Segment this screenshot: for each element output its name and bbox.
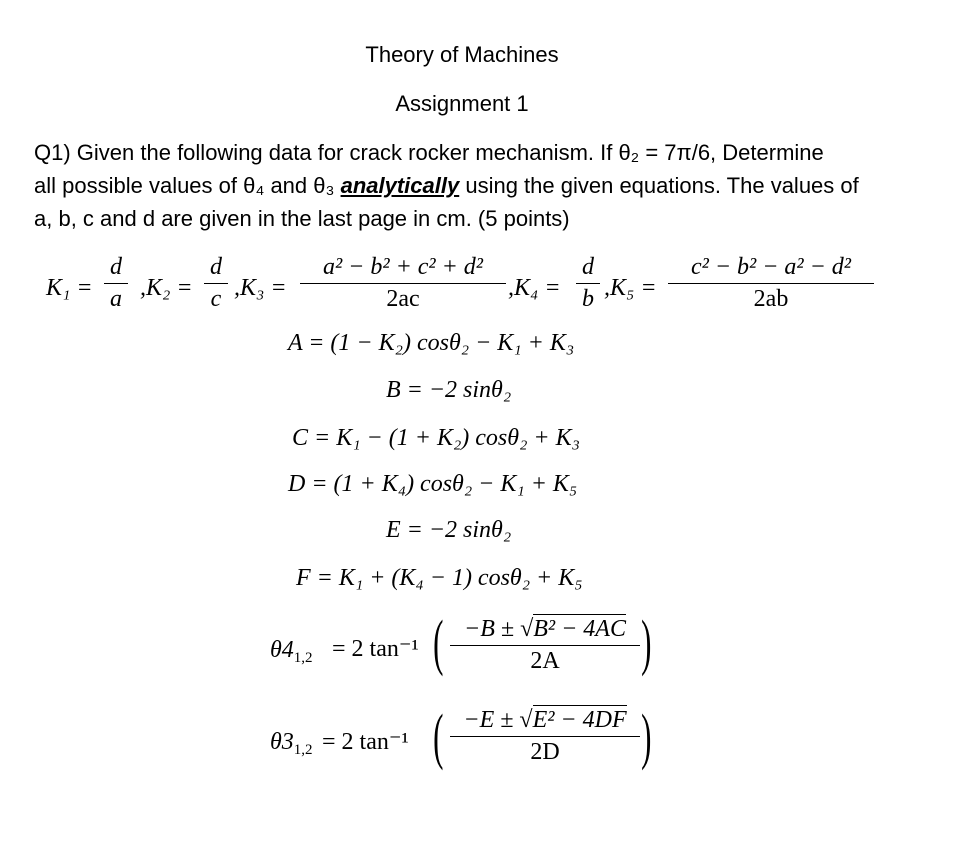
- fraction-bar: [300, 283, 506, 284]
- k4-lhs: ,K₄ =: [508, 275, 561, 301]
- equation-e: E = −2 sinθ₂: [386, 517, 512, 543]
- k1-fraction: [104, 254, 128, 313]
- assignment-subtitle: Assignment 1: [395, 91, 529, 116]
- equation-d: D = (1 + K₄) cosθ₂ − K₁ + K₅: [288, 471, 578, 497]
- fraction-bar: [450, 645, 640, 646]
- equation-c: C = K₁ − (1 + K₂) cosθ₂ + K₃: [292, 425, 580, 451]
- fraction-bar: [668, 283, 874, 284]
- fraction-bar: [576, 283, 600, 284]
- k2-lhs: ,K₂ =: [140, 275, 193, 301]
- equation-b: B = −2 sinθ₂: [386, 377, 512, 403]
- theta4-lhs: $\theta 4_{1,2}$: [270, 637, 313, 666]
- radicand: B² − 4AC: [533, 616, 626, 642]
- question-line-2-post: using the given equations. The values of: [459, 173, 859, 198]
- k2-denominator: c: [210, 286, 222, 312]
- fraction-bar: [204, 283, 228, 284]
- question-line-1: Q1) Given the following data for crack rocker mechanism. If θ₂ = 7π/6, Determine: [34, 140, 824, 165]
- question-line-2: [34, 169, 859, 202]
- k1-lhs: K₁ =: [46, 275, 93, 301]
- k3-denominator: 2ac: [386, 286, 420, 312]
- right-paren: ): [641, 703, 652, 771]
- k1-denominator: a: [110, 286, 122, 312]
- fraction-bar: [104, 283, 128, 284]
- k5-fraction: [668, 254, 874, 313]
- k3-lhs: ,K₃ =: [234, 275, 287, 301]
- left-paren: (: [433, 703, 444, 771]
- page-title: Theory of Machines: [365, 42, 559, 67]
- k3-numerator: a² − b² + c² + d²: [322, 254, 484, 280]
- k2-fraction: [204, 254, 228, 313]
- k3-fraction: [300, 254, 506, 313]
- k4-numerator: d: [582, 254, 594, 280]
- theta3-denominator: 2D: [530, 739, 560, 765]
- k5-numerator: c² − b² − a² − d²: [690, 254, 852, 280]
- theta4-numerator: −B ± √B² − 4AC: [464, 616, 626, 642]
- k4-denominator: b: [582, 286, 594, 312]
- theta4-tan-inverse: = 2 tan⁻¹: [332, 636, 419, 662]
- equation-f: F = K₁ + (K₄ − 1) cosθ₂ + K₅: [296, 565, 583, 591]
- theta4-denominator: 2A: [530, 648, 560, 674]
- theta3-lhs: $\theta 3_{1,2}$: [270, 729, 313, 758]
- theta3-numerator: −E ± √E² − 4DF: [463, 707, 627, 733]
- k5-lhs: ,K₅ =: [604, 275, 657, 301]
- k5-denominator: 2ab: [753, 286, 789, 312]
- left-paren: (: [433, 609, 444, 677]
- emphasis-analytically: analytically: [340, 173, 460, 198]
- fraction-bar: [450, 736, 640, 737]
- theta4-fraction: [450, 616, 640, 675]
- k2-numerator: d: [210, 254, 222, 280]
- question-line-2-pre: all possible values of θ₄ and θ₃: [34, 173, 341, 198]
- question-line-3: a, b, c and d are given in the last page in cm. (5 points): [34, 206, 570, 231]
- k4-fraction: [576, 254, 600, 313]
- right-paren: ): [641, 609, 652, 677]
- equation-a: A = (1 − K₂) cosθ₂ − K₁ + K₃: [288, 330, 575, 356]
- theta3-tan-inverse: = 2 tan⁻¹: [322, 729, 409, 755]
- radicand: E² − 4DF: [532, 707, 627, 733]
- theta3-fraction: [450, 707, 640, 766]
- k1-numerator: d: [110, 254, 122, 280]
